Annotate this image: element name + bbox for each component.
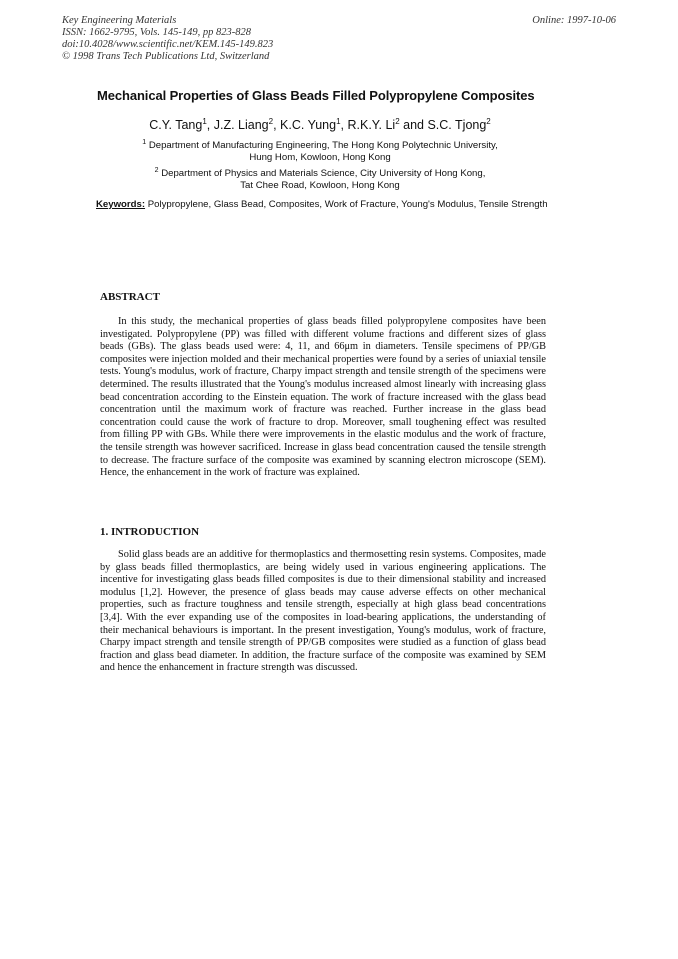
author-affil-mark: 1 (202, 117, 207, 126)
online-date: Online: 1997-10-06 (532, 15, 616, 26)
abstract-text: In this study, the mechanical properties of glass beads filled polypropylene composites have been investigated. Polypropylene (PP) was filled with different volume fractions and different sizes of glass beads (GBs). The glass beads used were: 4, 11, and 66μm in diameters. Tensile specimens of PP/GB composites were injection molded and their mechanical properties were found by a series of uniaxial tensile tests. Young's modulus, work of fracture, Charpy impact strength and tensile strength of the specimens were determined. The results illustrated that the Young's modulus increased almost linearly with increasing glass bead concentration according to the Einstein equation. The work of fracture increased with the glass bead concentration until the maximum work of fracture was reached. Further increase in the glass bead concentration could cause the work of fracture to drop. Moreover, small toughening effect was resulted from filling PP with GBs. While there were improvements in the elastic modulus and the work of fracture, the tensile strength was however sacrificed. Increase in glass bead concentration caused the tensile strength to decrease. The fracture surface of the composite was examined by scanning electron microscope (SEM). Hence, the enhancement in the work of fracture was explained. (100, 316, 546, 479)
introduction-text: Solid glass beads are an additive for thermoplastics and thermosetting resin systems. Composites, made by glass beads filled thermoplastics, are being widely used in various engineering applications. The incentive for investigating glass beads filled composites is due to their dimensional stability and increased modulus [1,2]. However, the presence of glass beads may cause adverse effects on other mechanical properties, such as fracture toughness and tensile strength, especially at high glass bead concentrations [3,4]. With the ever expanding use of the composites in load-bearing applications, the understanding of their mechanical behaviours is important. In the present investigation, Young's modulus, work of fracture, Charpy impact strength and tensile strength of PP/GB composites were studied as a function of glass bead fraction and glass bead diameter. In addition, the fracture surface of the composite was examined by SEM and hence the enhancement in fracture strength was discussed. (100, 549, 546, 674)
keywords (96, 199, 548, 211)
doi-line[interactable]: doi:10.4028/www.scientific.net/KEM.145-149.823 (62, 39, 274, 50)
issn-line: ISSN: 1662-9795, Vols. 145-149, pp 823-828 (62, 27, 251, 38)
author-affil-mark: 2 (268, 117, 274, 126)
affiliation-line: Hung Hom, Kowloon, Hong Kong (249, 152, 391, 164)
abstract-heading: ABSTRACT (100, 291, 160, 303)
keywords-label: Keywords: (96, 199, 146, 210)
author-name: J.Z. Liang (213, 118, 269, 133)
author-name: R.K.Y. Li (347, 118, 396, 133)
author-name: C.Y. Tang (149, 118, 203, 133)
affiliation-number: 1 (142, 139, 147, 146)
affiliation-number: 2 (154, 167, 159, 174)
affiliation-line: Department of Manufacturing Engineering, The Hong Kong Polytechnic University, (148, 140, 498, 152)
author-separator: , (206, 118, 214, 133)
publication-info (62, 15, 273, 63)
affiliation-1 (100, 137, 540, 164)
keywords-text: Polypropylene, Glass Bead, Composites, Work of Fracture, Young's Modulus, Tensile Strength (147, 199, 548, 210)
author-affil-mark: 2 (395, 117, 400, 126)
affiliation-line: Department of Physics and Materials Science, City University of Hong Kong, (161, 168, 486, 180)
author-name: K.C. Yung (280, 118, 337, 133)
affiliation-2 (100, 165, 540, 192)
author-name: S.C. Tjong (427, 118, 487, 133)
author-affil-mark: 1 (336, 117, 341, 126)
copyright-line: © 1998 Trans Tech Publications Ltd, Switzerland (62, 51, 270, 62)
author-affil-mark: 2 (486, 117, 491, 126)
author-separator: , (273, 118, 281, 133)
author-separator: , (340, 118, 348, 133)
author-separator: and (399, 118, 428, 133)
affiliation-line: Tat Chee Road, Kowloon, Hong Kong (240, 180, 400, 192)
author-list (0, 117, 640, 132)
paper-title: Mechanical Properties of Glass Beads Filled Polypropylene Composites (97, 88, 535, 103)
journal-name: Key Engineering Materials (62, 15, 177, 26)
introduction-heading: 1. INTRODUCTION (100, 526, 200, 538)
